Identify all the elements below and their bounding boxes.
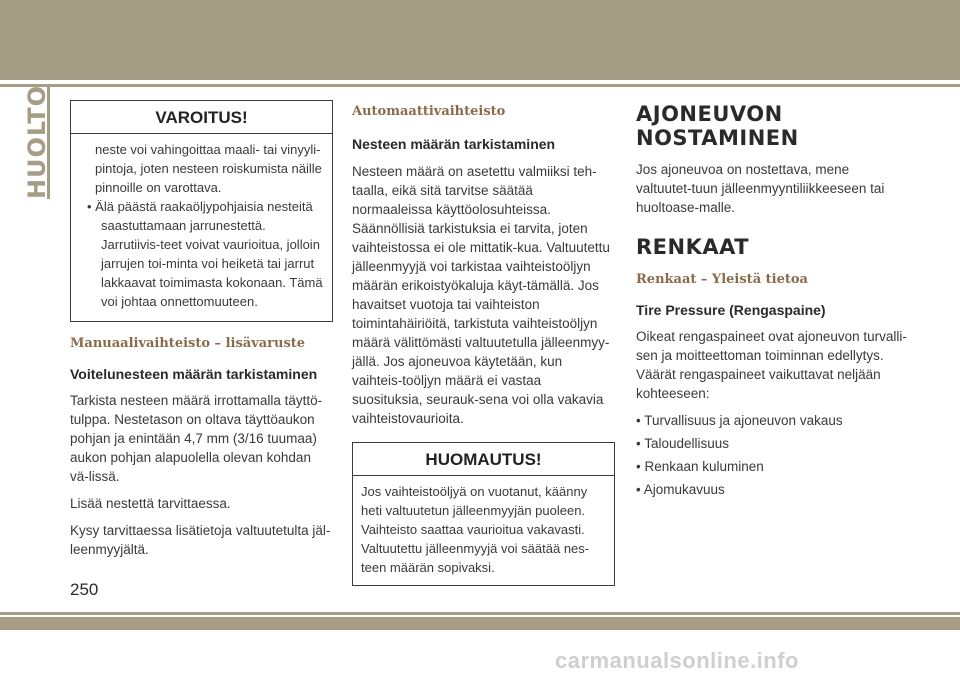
page-number: 250 [70, 580, 99, 599]
watermark: carmanualsonline.info [555, 648, 799, 673]
heading-tires: RENKAAT [636, 235, 750, 259]
footer-rule [0, 612, 960, 615]
section-heading-tires-general: Renkaat – Yleistä tietoa [636, 272, 808, 287]
sub-heading-fluid-check: Voitelunesteen määrän tarkistaminen [70, 366, 318, 382]
sub-heading-tire-pressure: Tire Pressure (Rengaspaine) [636, 302, 826, 318]
side-label-text: HUOLTO [23, 84, 51, 200]
sub-heading-level-check: Nesteen määrän tarkistaminen [352, 136, 556, 152]
note-title: HUOMAUTUS! [353, 443, 614, 476]
list-item: • Ajomukavuus [636, 482, 725, 497]
paragraph: Jos ajoneuvoa on nostettava, mene valtuutet-tuun jälleenmyyntiliikkeeseen tai huoltoase-malle. [636, 162, 885, 215]
paragraph: Nesteen määrä on asetettu valmiiksi teh-taalla, eikä sitä tarvitse säätää normaaleissa käyttöolosuhteissa. Säännöllisiä tarkistuksia ei tarvita, joten vaihteistossa ei ole mittatik-kua. Valtuutettu jälleenmyyjä voi tarkistaa vaihteistoöljyn määrän erikoistyökaluja käyt-tämällä. Jos havaitset vuotoja tai vaihteiston toimintahäiriöitä, tarkistuta vaihteistoöljyn määrä välittömästi valtuutetulla jälleenmyy-jällä. Jos ajoneuvoa käytetään, kun vaihteis-toöljyn määrä ei vastaa suosituksia, seurauk-sena voi olla vakavia vaihteistovaurioita. [352, 164, 610, 426]
warning-continuation: neste voi vahingoittaa maali- tai vinyyli-pintoja, joten nesteen roiskumista näille pinnoille on varottava. [95, 142, 322, 195]
section-side-label [23, 84, 51, 200]
header-band [0, 0, 960, 80]
warning-bullet: • Älä päästä raakaöljypohjaisia nesteitä saastuttamaan jarrunestettä. Jarrutiivis-teet voivat vaurioitua, jolloin jarrujen toi-minta voi heiketä tai jarrut lakkaavat toimimasta kokonaan. Tämä voi johtaa onnettomuuteen. [87, 199, 323, 309]
heading-lifting-line2: NOSTAMINEN [636, 126, 799, 150]
paragraph: Oikeat rengaspaineet ovat ajoneuvon turvalli-sen ja moitteettoman toiminnan edellytys. Väärät rengaspaineet vaikuttavat neljään kohteeseen: [636, 329, 907, 401]
section-heading-manual: Manuaalivaihteisto – lisävaruste [70, 336, 306, 351]
section-heading-automatic: Automaattivaihteisto [352, 104, 506, 119]
note-box [352, 442, 615, 586]
note-body: Jos vaihteistoöljyä on vuotanut, käänny heti valtuutetun jälleenmyyjän puoleen. Vaihteisto saattaa vaurioitua vakavasti. Valtuutettu jälleenmyyjä voi säätää nes-teen määrän sopivaksi. [361, 484, 590, 575]
list-item: • Turvallisuus ja ajoneuvon vakaus [636, 413, 843, 428]
warning-title: VAROITUS! [71, 101, 332, 134]
column-middle [352, 100, 615, 586]
column-right [636, 100, 908, 499]
footer-band [0, 617, 960, 630]
heading-lifting-line1: AJONEUVON [636, 102, 783, 126]
list-item: • Taloudellisuus [636, 436, 730, 451]
paragraph: Lisää nestettä tarvittaessa. [70, 496, 231, 511]
header-rule [0, 84, 960, 87]
warning-box [70, 100, 333, 322]
paragraph: Tarkista nesteen määrä irrottamalla täyttö-tulppa. Nestetason on oltava täyttöaukon pohjan ja enintään 4,7 mm (3/16 tuumaa) aukon pohjan alapuolella olevan kohdan vä-lissä. [70, 393, 323, 484]
paragraph: Kysy tarvittaessa lisätietoja valtuutetulta jäl-leenmyyjältä. [70, 523, 331, 557]
list-item: • Renkaan kuluminen [636, 459, 764, 474]
column-left [70, 100, 333, 559]
